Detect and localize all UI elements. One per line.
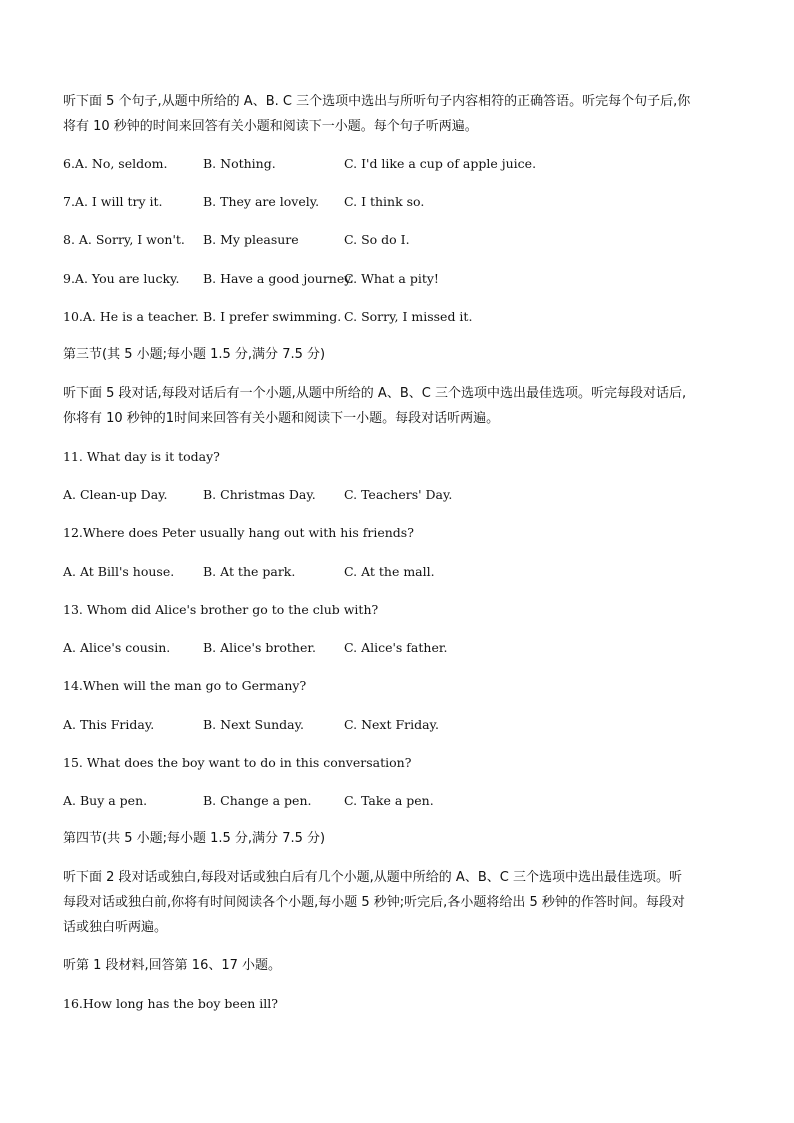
option-b: B. Next Sunday. [203, 717, 305, 732]
section2-instructions-line2: 将有 10 秒钟的时间来回答有关小题和阅读下一小题。每个句子听两遍。 [63, 119, 478, 134]
option-b: B. Have a good journey. [203, 271, 354, 286]
option-c: C. Teachers' Day. [344, 487, 453, 502]
option-b: B. My pleasure [203, 232, 299, 247]
section4-heading: 第四节(共 5 小题;每小题 1.5 分,满分 7.5 分) [63, 831, 326, 846]
option-c: C. Next Friday. [344, 717, 439, 732]
option-b: B. Alice's brother. [203, 640, 316, 655]
question-11: 11. What day is it today? [63, 449, 220, 464]
option-a: 6.A. No, seldom. [63, 156, 168, 171]
section4-instructions-line1: 听下面 2 段对话或独白,每段对话或独白后有几个小题,从题中所给的 A、B、C 三个选项中选出最佳选项。听 [63, 870, 682, 885]
section4-instructions-line3: 话或独白听两遍。 [63, 920, 168, 935]
option-b: B. They are lovely. [203, 194, 320, 209]
question-13: 13. Whom did Alice's brother go to the club with? [63, 602, 379, 617]
section2-instructions-line1: 听下面 5 个句子,从题中所给的 A、B. C 三个选项中选出与所听句子内容相符的正确答语。听完每个句子后,你 [63, 94, 691, 109]
question-12: 12.Where does Peter usually hang out with his friends? [63, 525, 414, 540]
option-b: B. Change a pen. [203, 793, 312, 808]
option-b: B. Nothing. [203, 156, 276, 171]
option-c: C. Sorry, I missed it. [344, 309, 473, 324]
option-a: A. At Bill's house. [63, 564, 175, 579]
option-b: B. I prefer swimming. [203, 309, 342, 324]
section3-instructions-line1: 听下面 5 段对话,每段对话后有一个小题,从题中所给的 A、B、C 三个选项中选出最佳选项。听完每段对话后, [63, 386, 687, 401]
option-c: C. I'd like a cup of apple juice. [344, 156, 537, 171]
option-c: C. I think so. [344, 194, 425, 209]
option-c: C. Alice's father. [344, 640, 448, 655]
section3-instructions-line2: 你将有 10 秒钟的1时间来回答有关小题和阅读下一小题。每段对话听两遍。 [63, 411, 500, 426]
option-a: A. Alice's cousin. [63, 640, 171, 655]
option-a: A. This Friday. [63, 717, 155, 732]
option-b: B. At the park. [203, 564, 296, 579]
material-1-instruction: 听第 1 段材料,回答第 16、17 小题。 [63, 958, 282, 973]
option-a: 7.A. I will try it. [63, 194, 163, 209]
option-a: 8. A. Sorry, I won't. [63, 232, 185, 247]
question-15: 15. What does the boy want to do in this conversation? [63, 755, 412, 770]
option-b: B. Christmas Day. [203, 487, 316, 502]
option-c: C. What a pity! [344, 271, 439, 286]
option-c: C. So do I. [344, 232, 410, 247]
question-16: 16.How long has the boy been ill? [63, 996, 278, 1011]
option-a: A. Buy a pen. [63, 793, 148, 808]
option-a: 10.A. He is a teacher. [63, 309, 199, 324]
option-a: A. Clean-up Day. [63, 487, 168, 502]
option-c: C. At the mall. [344, 564, 435, 579]
option-c: C. Take a pen. [344, 793, 434, 808]
option-a: 9.A. You are lucky. [63, 271, 180, 286]
section4-instructions-line2: 每段对话或独白前,你将有时间阅读各个小题,每小题 5 秒钟;听完后,各小题将给出 5 秒钟的作答时间。每段对 [63, 895, 685, 910]
question-14: 14.When will the man go to Germany? [63, 678, 307, 693]
section3-heading: 第三节(其 5 小题;每小题 1.5 分,满分 7.5 分) [63, 347, 326, 362]
